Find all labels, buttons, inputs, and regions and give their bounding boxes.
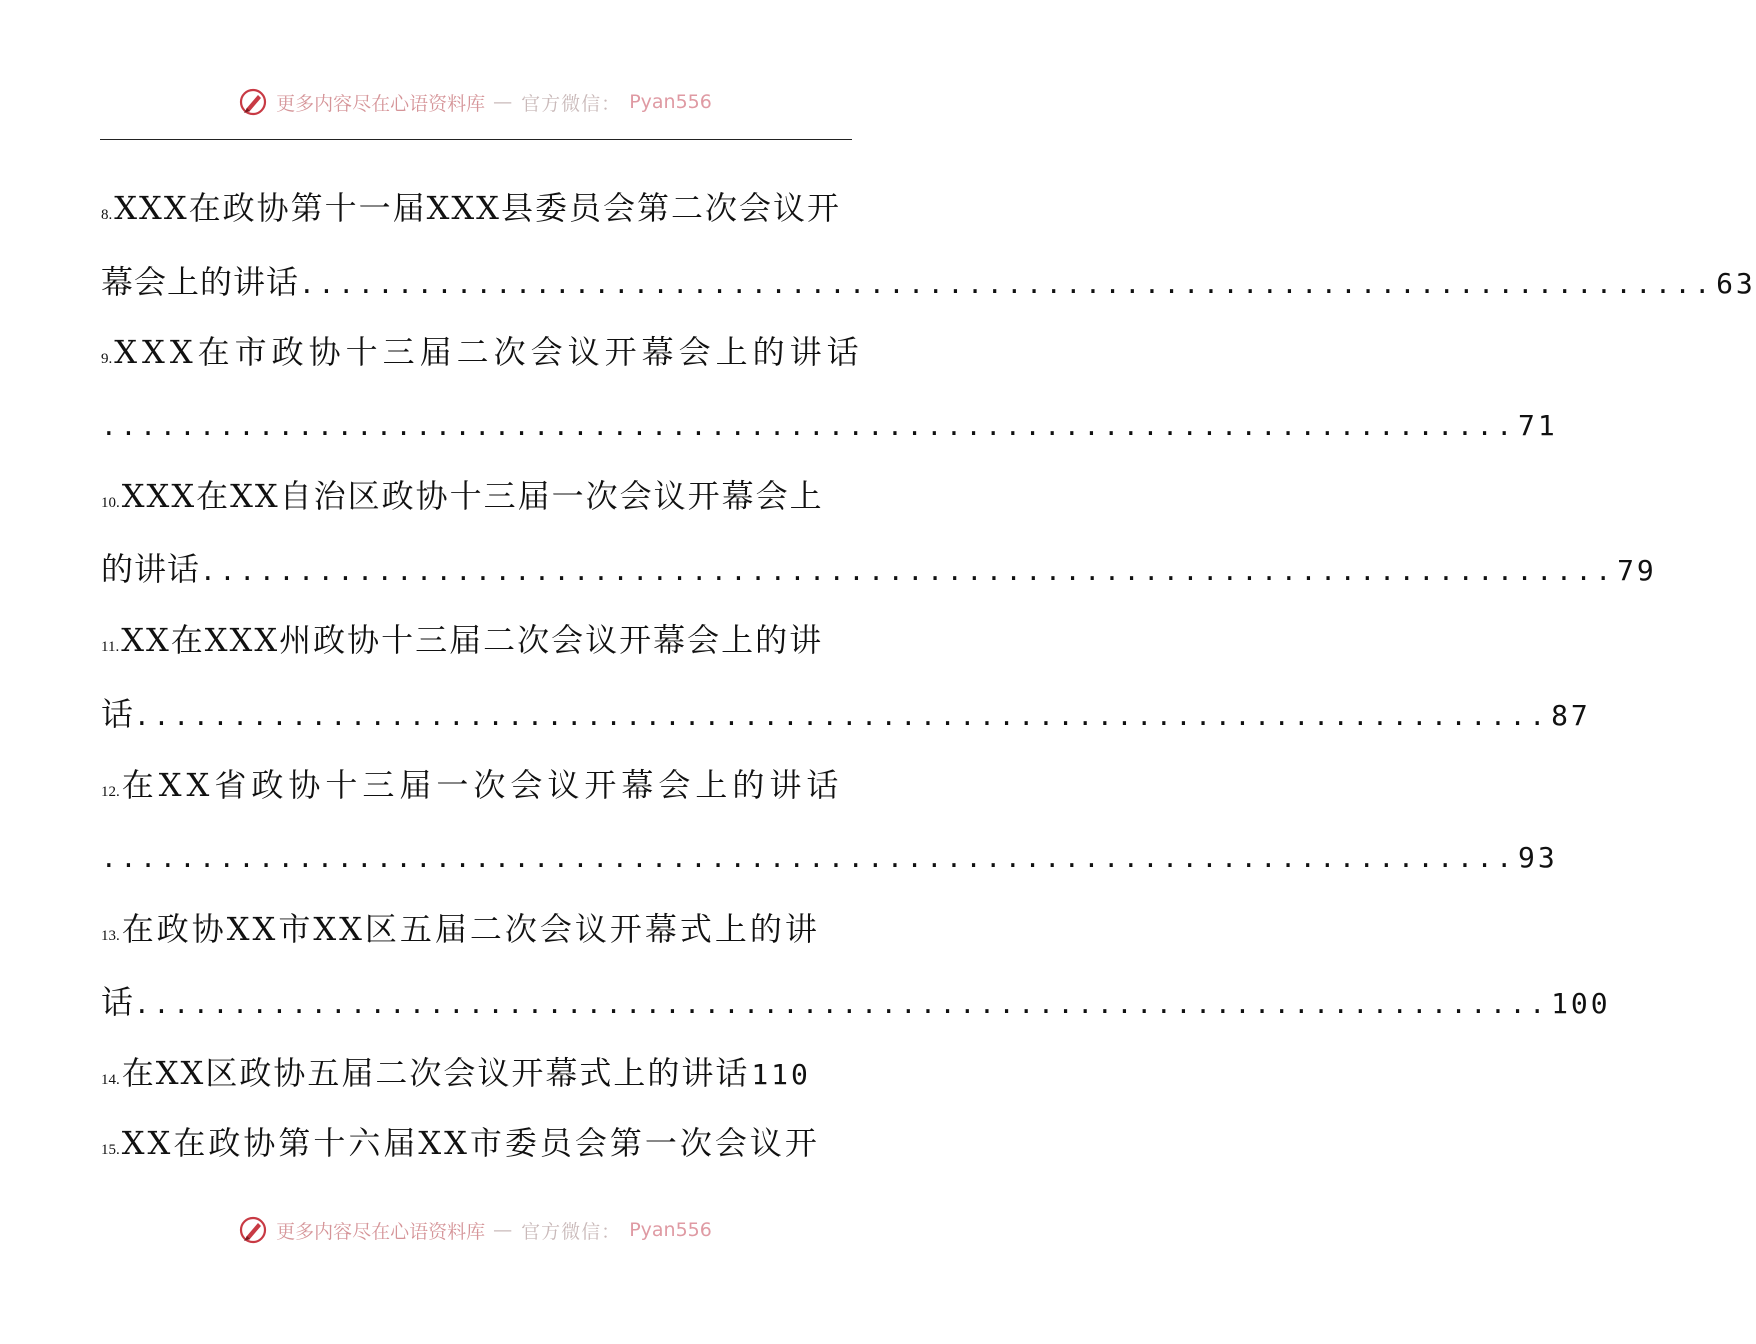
toc-leader-dots: ........................................................................ [134,990,1550,1020]
watermark-brand: 更多内容尽在心语资料库 [276,1220,486,1243]
watermark-label: 官方微信： [521,1220,622,1243]
footer-watermark [0,1210,950,1250]
pen-logo-icon [238,1215,268,1245]
toc-entry-title: XXX在市政协十三届二次会议开幕会上的讲话 [114,333,864,371]
watermark-id: Pyan556 [629,1219,712,1241]
toc-page-number: 110 [751,1058,811,1091]
toc-entry-number: 8. [101,207,113,223]
toc-entry-8-line2 [101,262,1756,302]
toc-entry-number: 15. [101,1142,120,1158]
toc-page-number: 63 [1716,267,1756,300]
header-rule [100,139,852,140]
toc-entry-title-continued: 幕会上的讲话 [101,263,300,301]
toc-leader-dots: ........................................................................ [101,844,1517,874]
watermark-separator: — [493,1219,514,1241]
toc-entry-13-line1 [101,909,851,949]
toc-entry-number: 14. [101,1072,120,1088]
toc-entry-title: 在XX省政协十三届一次会议开幕会上的讲话 [121,766,844,804]
toc-entry-title-continued: 话 [101,695,135,733]
pen-logo-icon [238,87,268,117]
toc-entry-number: 9. [101,351,113,367]
toc-entry-title: 在XX区政协五届二次会议开幕式上的讲话 [121,1054,750,1092]
toc-entry-11-line2 [101,694,1591,734]
toc-page-number: 93 [1518,841,1558,874]
toc-entry-8-line1 [101,188,851,228]
toc-leader-dots: ........................................................................ [200,557,1616,587]
toc-entry-title-continued: 话 [101,983,135,1021]
toc-entry-number: 10. [101,495,120,511]
toc-entry-10-line2 [101,549,1657,589]
watermark-label: 官方微信： [521,92,622,115]
toc-entry-9-line2 [101,406,1558,446]
toc-page-number: 100 [1551,987,1611,1020]
toc-entry-title: XXX在XX自治区政协十三届一次会议开幕会上 [121,477,824,515]
toc-entry-title-continued: 的讲话 [101,550,201,588]
toc-entry-13-line2 [101,982,1611,1022]
toc-entry-11-line1 [101,620,851,660]
toc-page-number: 87 [1551,699,1591,732]
toc-leader-dots: ........................................................................ [299,270,1715,300]
toc-entry-14-line1 [101,1053,851,1093]
toc-entry-10-line1 [101,476,851,516]
toc-entry-title: XX在政协第十六届XX市委员会第一次会议开 [121,1124,820,1162]
toc-entry-title: XXX在政协第十一届XXX县委员会第二次会议开 [114,189,841,227]
toc-entry-number: 12. [101,784,120,800]
watermark-id: Pyan556 [629,91,712,113]
toc-entry-15-line1 [101,1123,851,1163]
toc-leader-dots: ........................................................................ [101,412,1517,442]
watermark-separator: — [493,91,514,113]
toc-entry-title: 在政协XX市XX区五届二次会议开幕式上的讲 [121,910,820,948]
toc-entry-number: 13. [101,928,120,944]
header-watermark [0,82,950,122]
toc-entry-12-line1 [101,765,851,805]
watermark-brand: 更多内容尽在心语资料库 [276,92,486,115]
toc-entry-9-line1 [101,332,864,372]
toc-leader-dots: ........................................................................ [134,702,1550,732]
toc-entry-12-line2 [101,838,1558,878]
toc-entry-title: XX在XXX州政协十三届二次会议开幕会上的讲 [121,621,824,659]
toc-page-number: 71 [1518,409,1558,442]
toc-entry-number: 11. [101,639,120,655]
toc-page-number: 79 [1617,554,1657,587]
